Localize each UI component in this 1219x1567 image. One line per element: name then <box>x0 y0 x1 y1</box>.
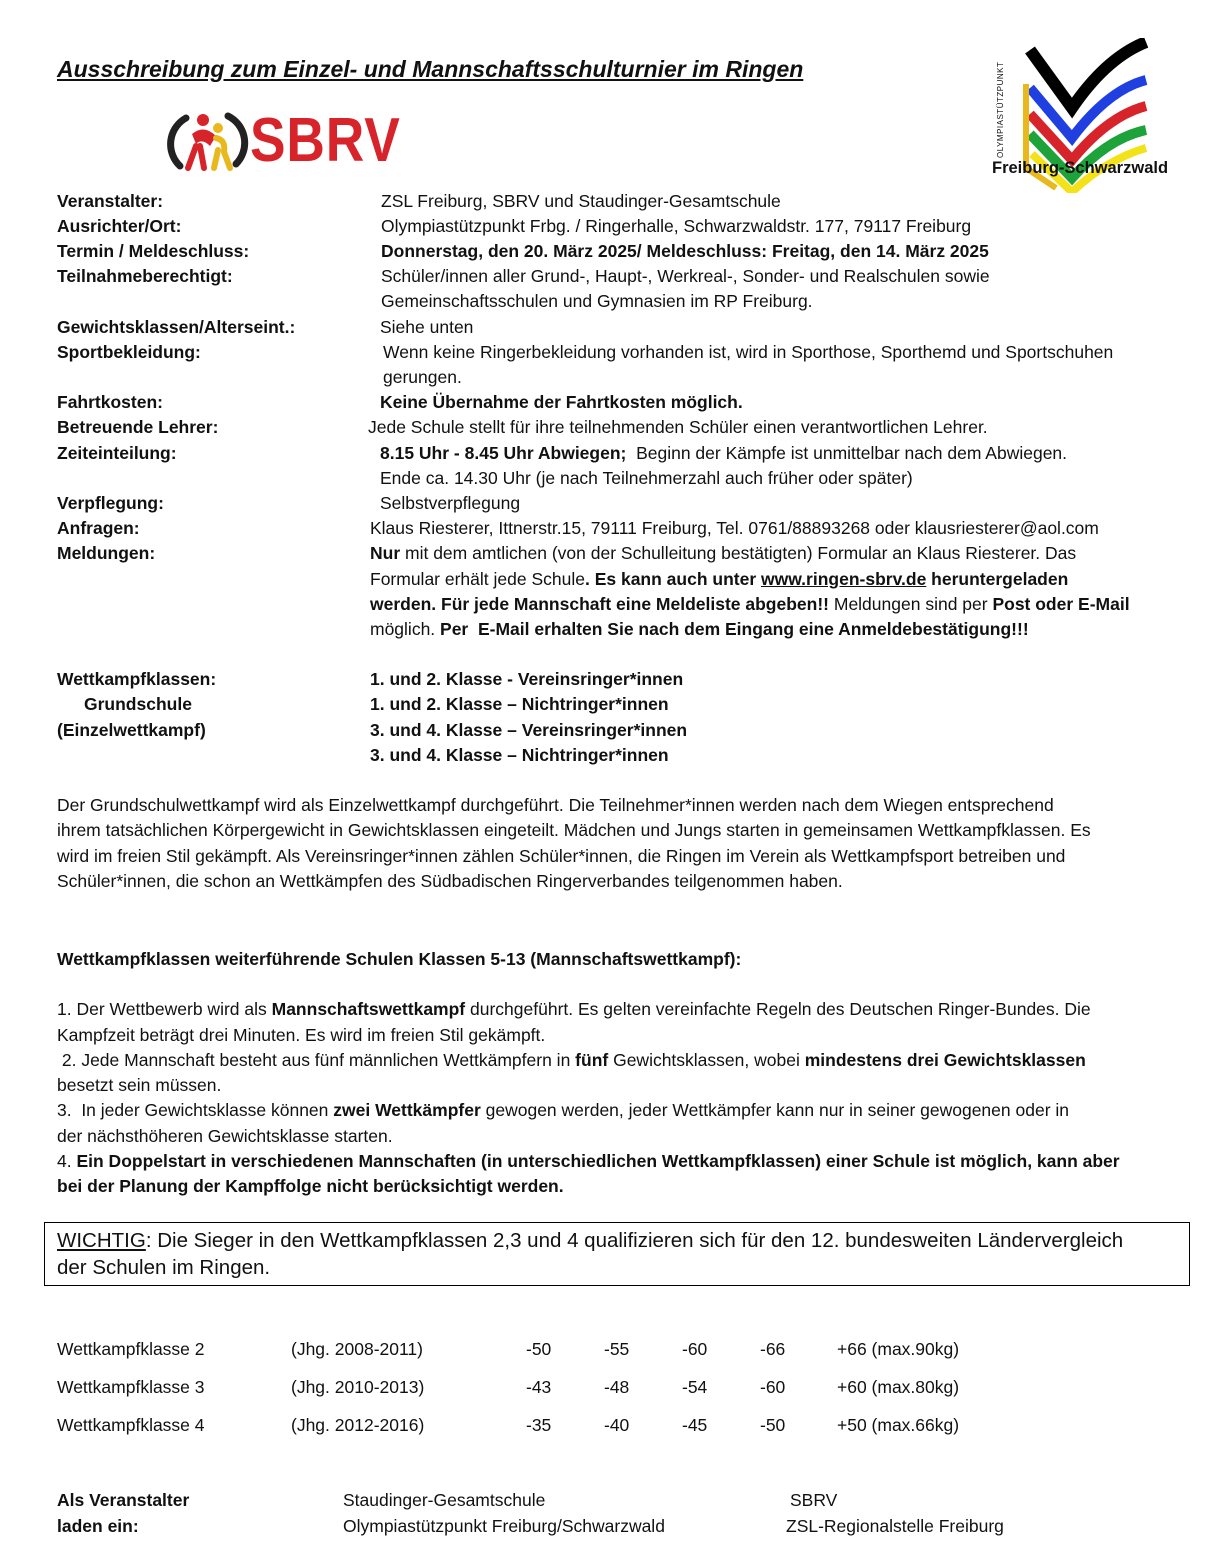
osp-vertical-text: OLYMPIASTÜTZPUNKT <box>996 61 1005 158</box>
table-cell-weight: -54 <box>682 1377 708 1397</box>
value-meldungen-3 <box>370 592 1130 618</box>
label-meldungen: Meldungen: <box>57 543 156 563</box>
r2b: fünf <box>575 1050 609 1070</box>
table-cell-weight-max: +66 (max.90kg) <box>837 1339 960 1359</box>
value-zeit-2: Ende ca. 14.30 Uhr (je nach Teilnehmerzahl auch früher oder später) <box>380 468 913 488</box>
footer-host-3: SBRV <box>790 1490 838 1510</box>
wichtig-box <box>44 1222 1190 1286</box>
table-cell-weight-max: +50 (max.66kg) <box>837 1415 960 1435</box>
r1b: Mannschaftswettkampf <box>271 999 466 1019</box>
value-sport-2: gerungen. <box>383 367 462 387</box>
label-ausrichter: Ausrichter/Ort: <box>57 216 182 236</box>
table-cell-weight: -48 <box>604 1377 630 1397</box>
meld-1b: mit dem amtlichen (von der Schulleitung bestätigten) Formular an Klaus Riesterer. Das <box>400 543 1077 563</box>
meld-2c: heruntergeladen <box>926 569 1069 589</box>
weiterf-rule-2a <box>57 1048 1086 1074</box>
meld-2a: Formular erhält jede Schule <box>370 569 585 589</box>
footer-label-1: Als Veranstalter <box>57 1490 190 1510</box>
zeit-rest: Beginn der Kämpfe ist unmittelbar nach dem Abwiegen. <box>626 443 1068 463</box>
weiterf-rule-4a <box>57 1149 1120 1175</box>
grundschule-para-2: ihrem tatsächlichen Körpergewicht in Gewichtsklassen eingeteilt. Mädchen und Jungs starten in gemeinsamen Wettkampfklassen. Es <box>57 820 1091 840</box>
table-cell-weight: -55 <box>604 1339 630 1359</box>
value-fahrt: Keine Übernahme der Fahrtkosten möglich. <box>380 392 743 412</box>
grundschule-para-1: Der Grundschulwettkampf wird als Einzelwettkampf durchgeführt. Die Teilnehmer*innen werden nach dem Wiegen entsprechend <box>57 795 1054 815</box>
label-einzelwettkampf: (Einzelwettkampf) <box>57 720 206 740</box>
weiterf-heading: Wettkampfklassen weiterführende Schulen Klassen 5-13 (Mannschaftswettkampf): <box>57 949 742 969</box>
weiterf-rule-2b: besetzt sein müssen. <box>57 1075 222 1095</box>
meld-3c: Meldungen sind per <box>829 594 993 614</box>
label-wettkampfklassen: Wettkampfklassen: <box>57 669 217 689</box>
label-teilnahme: Teilnahmeberechtigt: <box>57 266 233 286</box>
r2c: Gewichtsklassen, wobei <box>608 1050 805 1070</box>
label-lehrer: Betreuende Lehrer: <box>57 417 219 437</box>
value-anfragen: Klaus Riesterer, Ittnerstr.15, 79111 Freiburg, Tel. 0761/88893268 oder klausriesterer@aol.com <box>370 518 1099 538</box>
value-verpflegung: Selbstverpflegung <box>380 493 521 513</box>
table-cell-weight: -60 <box>682 1339 708 1359</box>
footer-host-4: ZSL-Regionalstelle Freiburg <box>786 1516 1004 1536</box>
weiterf-rule-3a <box>57 1098 1069 1124</box>
grundschule-para-4: Schüler*innen, die schon an Wettkämpfen des Südbadischen Ringerverbandes teilgenommen haben. <box>57 871 843 891</box>
r2d: mindestens drei Gewichtsklassen <box>804 1050 1086 1070</box>
label-grundschule: Grundschule <box>84 694 192 714</box>
r1a: 1. Der Wettbewerb wird als <box>57 999 272 1019</box>
value-ausrichter: Olympiastützpunkt Frbg. / Ringerhalle, Schwarzwaldstr. 177, 79117 Freiburg <box>381 216 972 236</box>
wichtig-line-1 <box>57 1227 1189 1254</box>
grundschule-para-3: wird im freien Stil gekämpft. Als Vereinsringer*innen zählen Schüler*innen, die Ringen im Verein als Wettkampfsport betreiben und <box>57 846 1066 866</box>
table-row-klasse: Wettkampfklasse 2 <box>57 1339 205 1359</box>
label-anfragen: Anfragen: <box>57 518 140 538</box>
value-termin: Donnerstag, den 20. März 2025/ Meldeschluss: Freitag, den 14. März 2025 <box>381 241 989 261</box>
label-verpflegung: Verpflegung: <box>57 493 164 513</box>
table-row-jhg: (Jhg. 2010-2013) <box>291 1377 425 1397</box>
label-zeit: Zeiteinteilung: <box>57 443 177 463</box>
value-gewicht: Siehe unten <box>380 317 474 337</box>
footer-host-2: Olympiastützpunkt Freiburg/Schwarzwald <box>343 1516 665 1536</box>
r4a: 4. <box>57 1151 77 1171</box>
weiterf-rule-1a <box>57 997 1091 1023</box>
grundschule-class-3: 3. und 4. Klasse – Vereinsringer*innen <box>370 720 688 740</box>
r1c: durchgeführt. Es gelten vereinfachte Regeln des Deutschen Ringer-Bundes. Die <box>465 999 1091 1019</box>
r3c: gewogen werden, jeder Wettkämpfer kann nur in seiner gewogenen oder in <box>480 1100 1069 1120</box>
table-cell-weight: -66 <box>760 1339 786 1359</box>
value-lehrer: Jede Schule stellt für ihre teilnehmenden Schüler einen verantwortlichen Lehrer. <box>368 417 988 437</box>
weiterf-rule-4b: bei der Planung der Kampffolge nicht berücksichtigt werden. <box>57 1176 564 1196</box>
meld-3b: . Für jede Mannschaft eine Meldeliste abgeben!! <box>431 594 829 614</box>
value-teilnahme-1: Schüler/innen aller Grund-, Haupt-, Werkreal-, Sonder- und Realschulen sowie <box>381 266 990 286</box>
label-veranstalter: Veranstalter: <box>57 191 164 211</box>
value-meldungen-4 <box>370 617 1029 643</box>
r3a: 3. In jeder Gewichtsklasse können <box>57 1100 334 1120</box>
sbrv-logo-text: SBRV <box>250 106 401 175</box>
weiterf-rule-3b: der nächsthöheren Gewichtsklasse starten. <box>57 1126 393 1146</box>
meld-4a: möglich. <box>370 619 441 639</box>
sbrv-logo <box>166 106 401 178</box>
table-row-jhg: (Jhg. 2008-2011) <box>291 1339 423 1359</box>
wichtig-label: WICHTIG <box>57 1229 146 1252</box>
meld-2b: . Es kann auch unter <box>584 569 761 589</box>
osp-logo <box>990 38 1195 188</box>
value-zeit-1 <box>380 441 1067 467</box>
r2a: 2. Jede Mannschaft besteht aus fünf männlichen Wettkämpfern in <box>57 1050 576 1070</box>
value-veranstalter: ZSL Freiburg, SBRV und Staudinger-Gesamtschule <box>381 191 781 211</box>
sbrv-website-link[interactable]: www.ringen-sbrv.de <box>761 569 927 589</box>
table-cell-weight-max: +60 (max.80kg) <box>837 1377 960 1397</box>
footer-host-1: Staudinger-Gesamtschule <box>343 1490 546 1510</box>
wrestlers-icon <box>166 106 250 178</box>
table-cell-weight: -35 <box>526 1415 552 1435</box>
r3b: zwei Wettkämpfer <box>333 1100 481 1120</box>
table-cell-weight: -40 <box>604 1415 630 1435</box>
zeit-bold: 8.15 Uhr - 8.45 Uhr Abwiegen; <box>380 443 627 463</box>
label-fahrt: Fahrtkosten: <box>57 392 163 412</box>
label-termin: Termin / Meldeschluss: <box>57 241 250 261</box>
table-row-klasse: Wettkampfklasse 4 <box>57 1415 205 1435</box>
value-meldungen-2 <box>370 567 1068 593</box>
label-gewicht: Gewichtsklassen/Alterseint.: <box>57 317 296 337</box>
grundschule-class-1: 1. und 2. Klasse - Vereinsringer*innen <box>370 669 684 689</box>
footer-label-2: laden ein: <box>57 1516 139 1536</box>
value-teilnahme-2: Gemeinschaftsschulen und Gymnasien im RP Freiburg. <box>381 291 813 311</box>
meld-nur: Nur <box>370 543 401 563</box>
table-cell-weight: -45 <box>682 1415 708 1435</box>
table-cell-weight: -43 <box>526 1377 552 1397</box>
osp-caption: Freiburg-Schwarzwald <box>992 159 1169 177</box>
table-cell-weight: -50 <box>526 1339 552 1359</box>
table-cell-weight: -50 <box>760 1415 786 1435</box>
grundschule-class-4: 3. und 4. Klasse – Nichtringer*innen <box>370 745 669 765</box>
meld-3a: werden <box>370 594 432 614</box>
table-cell-weight: -60 <box>760 1377 786 1397</box>
r4b: Ein Doppelstart in verschiedenen Mannschaften (in unterschiedlichen Wettkampfklassen) einer Schule ist möglich, kann aber <box>76 1151 1120 1171</box>
label-sport: Sportbekleidung: <box>57 342 201 362</box>
grundschule-class-2: 1. und 2. Klasse – Nichtringer*innen <box>370 694 669 714</box>
value-meldungen-1 <box>370 541 1076 567</box>
table-row-jhg: (Jhg. 2012-2016) <box>291 1415 425 1435</box>
table-row-klasse: Wettkampfklasse 3 <box>57 1377 205 1397</box>
wichtig-text-1: : Die Sieger in den Wettkampfklassen 2,3 und 4 qualifizieren sich für den 12. bundesweiten Ländervergleich <box>145 1229 1124 1252</box>
page-title: Ausschreibung zum Einzel- und Mannschaftsschulturnier im Ringen <box>57 56 804 82</box>
weiterf-rule-1b: Kampfzeit beträgt drei Minuten. Es wird im freien Stil gekämpft. <box>57 1025 546 1045</box>
value-sport-1: Wenn keine Ringerbekleidung vorhanden ist, wird in Sporthose, Sporthemd und Sportschuhen <box>383 342 1114 362</box>
wichtig-line-2: der Schulen im Ringen. <box>57 1256 271 1279</box>
meld-4b: Per E-Mail erhalten Sie nach dem Eingang eine Anmeldebestätigung!!! <box>440 619 1029 639</box>
meld-3d: Post oder E-Mail <box>992 594 1130 614</box>
